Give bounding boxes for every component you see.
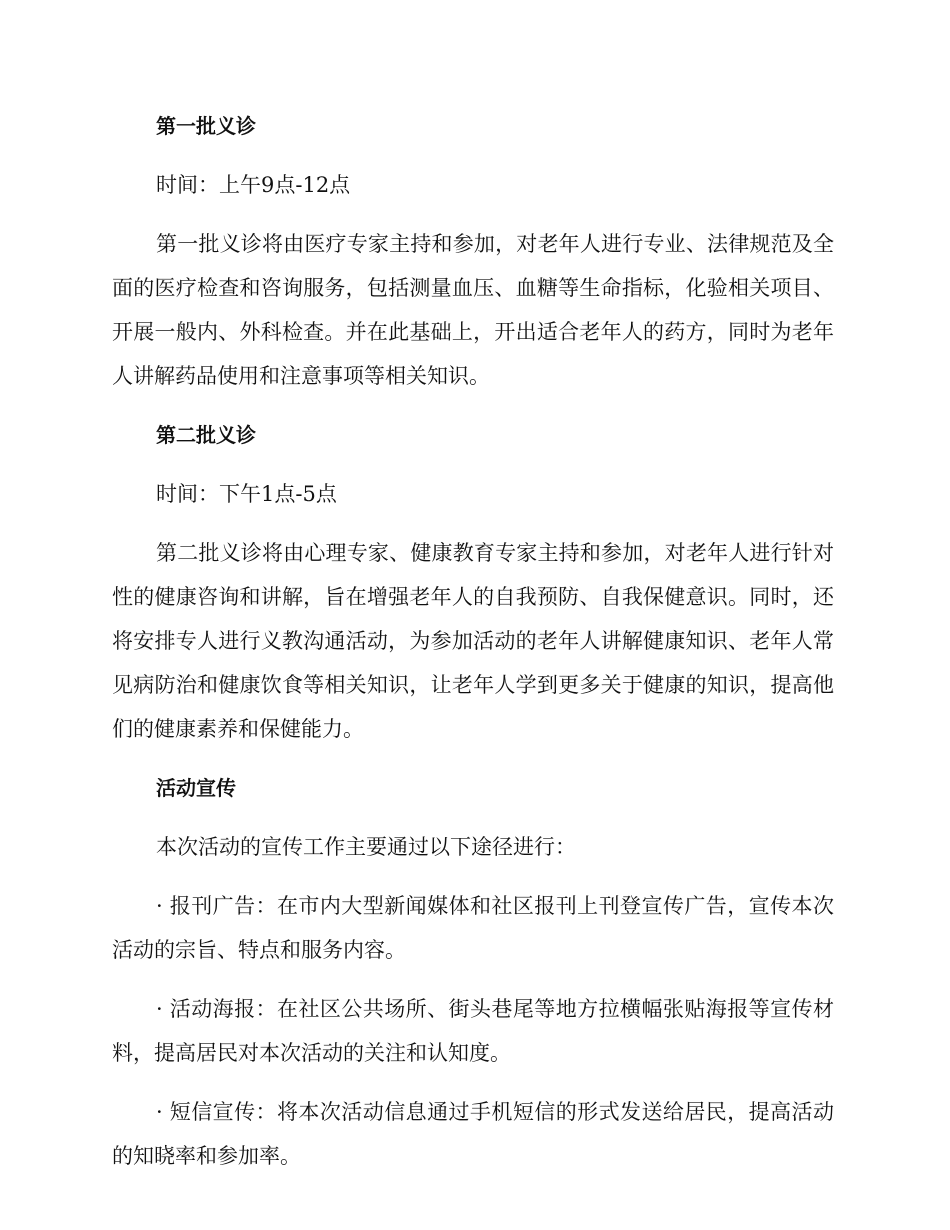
document-page [112,104,834,1193]
section-body-second-clinic: 第二批义诊将由心理专家、健康教育专家主持和参加，对老年人进行针对性的健康咨询和讲解，旨在增强老年人的自我预防、自我保健意识。同时，还将安排专人进行义教沟通活动，为参加活动的老年人讲解健康知识、老年人常见病防治和健康饮食等相关知识，让老年人学到更多关于健康的知识，提高他们的健康素养和保健能力。 [112,541,834,741]
section-heading-publicity: 活动宣传 [156,776,236,800]
publicity-bullet-newspaper: · 报刊广告：在市内大型新闻媒体和社区报刊上刊登宣传广告，宣传本次活动的宗旨、特点和服务内容。 [112,894,834,962]
section-heading-second-clinic: 第二批义诊 [156,423,256,447]
section-time-first-clinic: 时间：上午9点-12点 [156,173,351,197]
section-time-second-clinic: 时间：下午1点-5点 [156,482,337,506]
section-body-first-clinic: 第一批义诊将由医疗专家主持和参加，对老年人进行专业、法律规范及全面的医疗检查和咨询服务，包括测量血压、血糖等生命指标，化验相关项目、开展一般内、外科检查。并在此基础上，开出适合老年人的药方，同时为老年人讲解药品使用和注意事项等相关知识。 [112,232,834,388]
publicity-intro: 本次活动的宣传工作主要通过以下途径进行： [156,835,576,859]
section-heading-first-clinic: 第一批义诊 [156,114,256,138]
publicity-bullet-sms: · 短信宣传：将本次活动信息通过手机短信的形式发送给居民，提高活动的知晓率和参加率。 [112,1100,834,1168]
publicity-bullet-poster: · 活动海报：在社区公共场所、街头巷尾等地方拉横幅张贴海报等宣传材料，提高居民对本次活动的关注和认知度。 [112,997,834,1065]
